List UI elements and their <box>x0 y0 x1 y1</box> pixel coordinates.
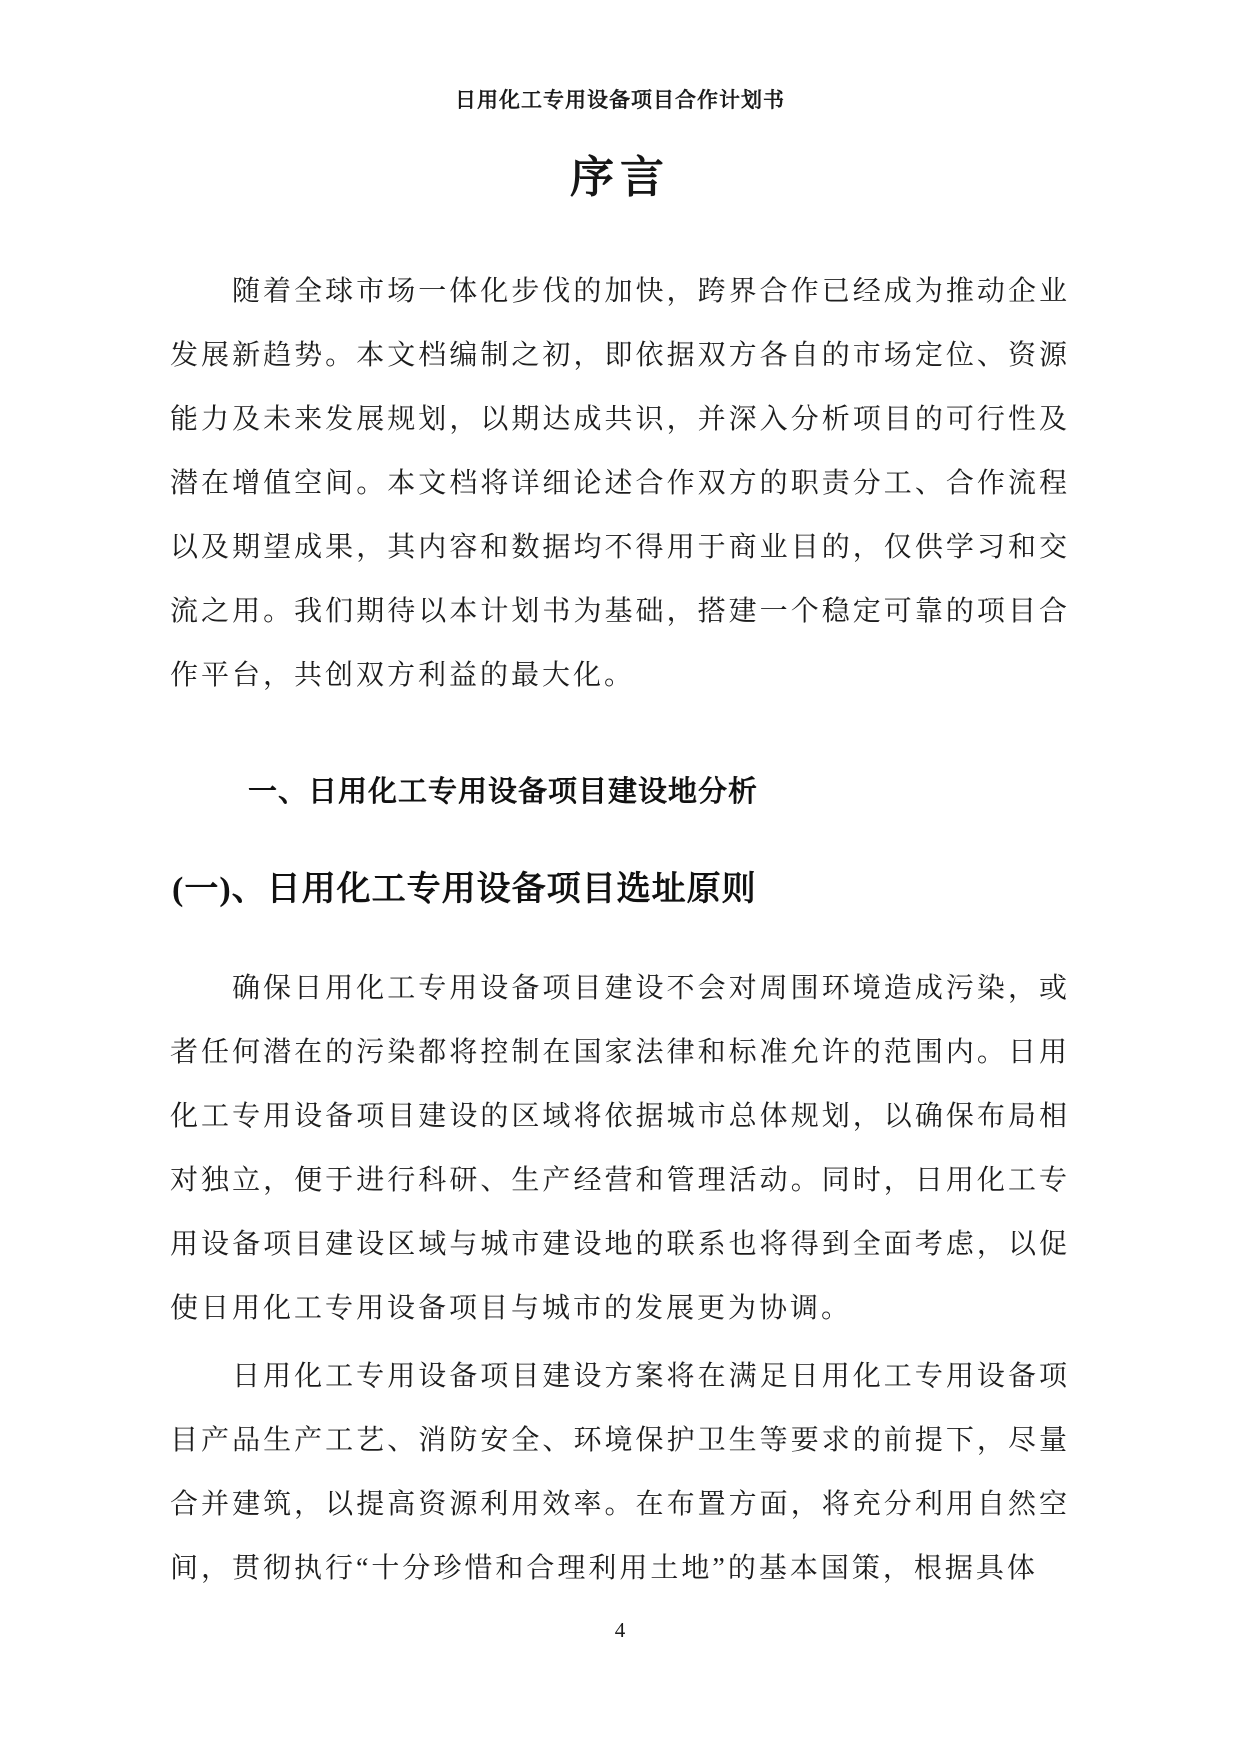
page-number: 4 <box>614 1618 626 1642</box>
subsection-heading-siting-principles: (一)、日用化工专用设备项目选址原则 <box>172 871 757 908</box>
page-title: 序言 <box>570 153 670 202</box>
layout-paragraph: 日用化工专用设备项目建设方案将在满足日用化工专用设备项目产品生产工艺、消防安全、环境保护卫生等要求的前提下，尽量合并建筑，以提高资源利用效率。在布置方面，将充分利用自然空间，贯彻执行“十分珍惜和合理利用土地”的基本国策，根据具体 <box>170 1361 1070 1584</box>
intro-paragraph: 随着全球市场一体化步伐的加快，跨界合作已经成为推动企业发展新趋势。本文档编制之初，即依据双方各自的市场定位、资源能力及未来发展规划，以期达成共识，并深入分析项目的可行性及潜在增值空间。本文档将详细论述合作双方的职责分工、合作流程以及期望成果，其内容和数据均不得用于商业目的，仅供学习和交流之用。我们期待以本计划书为基础，搭建一个稳定可靠的项目合作平台，共创双方利益的最大化。 <box>170 276 1070 691</box>
section-heading-build-site-analysis: 一、日用化工专用设备项目建设地分析 <box>248 776 759 808</box>
document-header: 日用化工专用设备项目合作计划书 <box>455 88 785 112</box>
siting-paragraph: 确保日用化工专用设备项目建设不会对周围环境造成污染，或者任何潜在的污染都将控制在国家法律和标准允许的范围内。日用化工专用设备项目建设的区域将依据城市总体规划，以确保布局相对独立，便于进行科研、生产经营和管理活动。同时，日用化工专用设备项目建设区域与城市建设地的联系也将得到全面考虑，以促使日用化工专用设备项目与城市的发展更为协调。 <box>170 973 1070 1324</box>
